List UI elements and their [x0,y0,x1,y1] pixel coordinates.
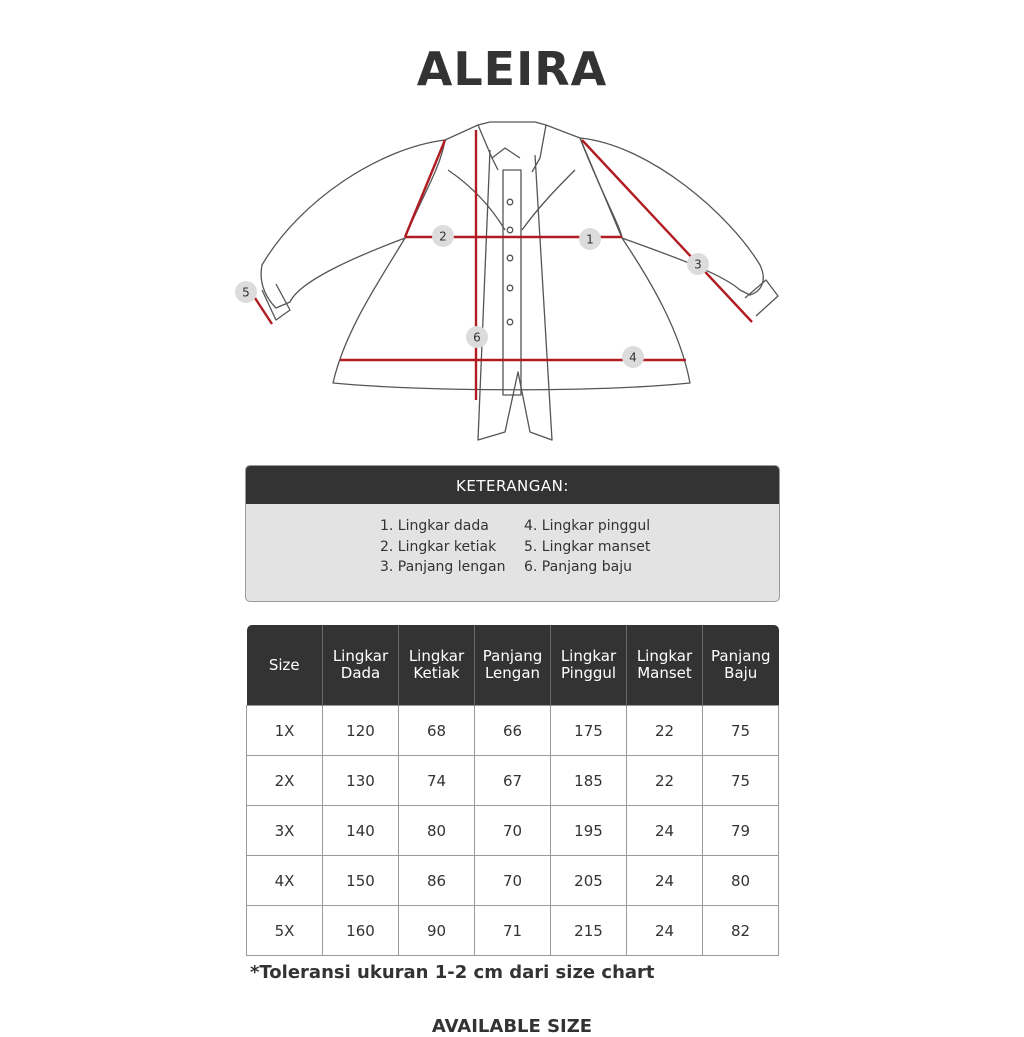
table-cell: 68 [399,706,475,756]
svg-text:3: 3 [694,257,702,272]
legend-column-right [524,516,650,578]
measure-badge-6 [466,326,488,348]
legend-panel [245,465,780,602]
legend-header: KETERANGAN: [246,466,779,504]
table-cell: 71 [475,906,551,956]
table-cell: 66 [475,706,551,756]
table-cell: 5X [247,906,323,956]
table-cell: 185 [551,756,627,806]
table-cell: 195 [551,806,627,856]
table-row [247,806,779,856]
legend-item: 2. Lingkar ketiak [380,538,497,555]
table-cell: 70 [475,856,551,906]
header-panjang-lengan: Panjang Lengan [475,625,551,706]
legend-item: 4. Lingkar pinggul [524,518,651,534]
table-row [247,756,779,806]
measure-badge-1 [579,228,601,250]
table-cell: 75 [703,706,779,756]
table-cell: 90 [399,906,475,956]
right-sleeve [580,138,763,295]
legend-column-left [380,516,505,578]
table-row [247,706,779,756]
legend-item: 1. Lingkar dada [380,518,489,534]
legend-item: 6. Panjang baju [524,559,632,575]
tolerance-note: *Toleransi ukuran 1-2 cm dari size chart [250,962,655,983]
table-cell: 80 [399,806,475,856]
table-cell: 24 [627,856,703,906]
svg-text:4: 4 [629,350,637,365]
table-cell: 1X [247,706,323,756]
table-cell: 24 [627,906,703,956]
table-cell: 3X [247,806,323,856]
measure-badge-3 [687,253,709,275]
measure-line-2 [405,140,445,237]
table-cell: 79 [703,806,779,856]
table-cell: 130 [323,756,399,806]
left-sleeve [261,140,445,308]
table-row [247,906,779,956]
header-lingkar-manset: Lingkar Manset [627,625,703,706]
table-row [247,856,779,906]
header-lingkar-dada: Lingkar Dada [323,625,399,706]
legend-item: 5. Lingkar manset [524,538,651,555]
svg-text:2: 2 [439,229,447,244]
table-header-row [247,625,779,706]
page-title: ALEIRA [416,42,608,96]
svg-text:1: 1 [586,232,594,247]
table-cell: 75 [703,756,779,806]
legend-item: 3. Panjang lengan [380,559,506,575]
measure-badge-5 [235,281,257,303]
table-cell: 22 [627,706,703,756]
header-panjang-baju: Panjang Baju [703,625,779,706]
table-cell: 22 [627,756,703,806]
svg-text:6: 6 [473,330,481,345]
table-cell: 82 [703,906,779,956]
table-cell: 205 [551,856,627,906]
table-cell: 2X [247,756,323,806]
table-cell: 160 [323,906,399,956]
table-cell: 4X [247,856,323,906]
size-chart-table [246,625,779,956]
table-cell: 24 [627,806,703,856]
table-cell: 215 [551,906,627,956]
table-cell: 74 [399,756,475,806]
table-cell: 140 [323,806,399,856]
table-cell: 120 [323,706,399,756]
table-cell: 67 [475,756,551,806]
header-lingkar-ketiak: Lingkar Ketiak [399,625,475,706]
table-cell: 175 [551,706,627,756]
garment-diagram [226,112,796,452]
measure-line-3 [582,140,752,322]
table-cell: 70 [475,806,551,856]
measure-line-5 [255,298,272,324]
header-size: Size [247,625,323,706]
available-size-heading: AVAILABLE SIZE [431,1016,593,1037]
table-cell: 86 [399,856,475,906]
table-cell: 150 [323,856,399,906]
header-lingkar-pinggul: Lingkar Pinggul [551,625,627,706]
table-cell: 80 [703,856,779,906]
measure-badge-2 [432,225,454,247]
svg-text:5: 5 [242,285,250,300]
measure-badge-4 [622,346,644,368]
tie [478,150,552,440]
